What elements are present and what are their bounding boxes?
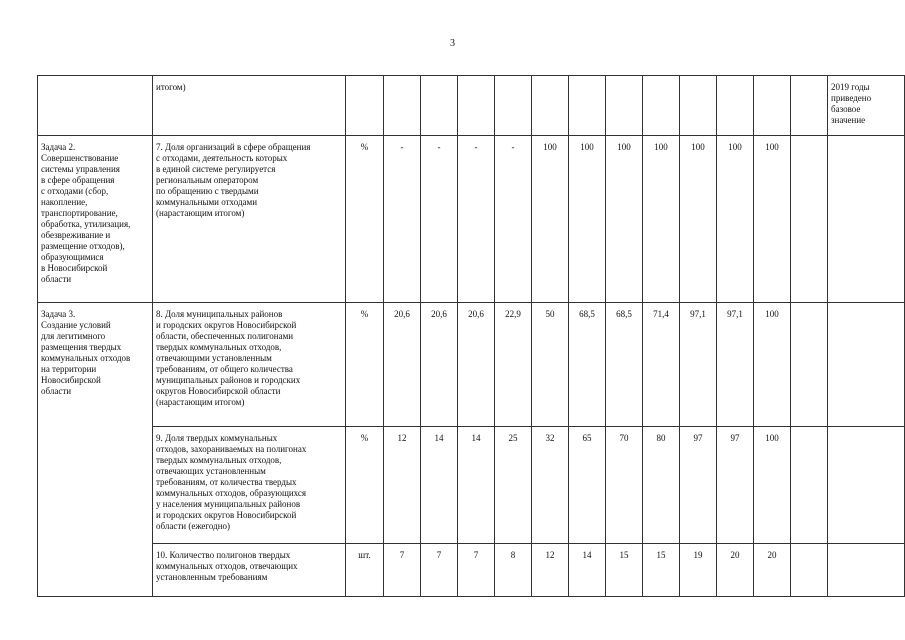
- value-cell: 97: [680, 427, 717, 544]
- value-cell: -: [495, 136, 532, 303]
- value-cell: [421, 76, 458, 136]
- value-cell: 100: [532, 136, 569, 303]
- value-cell: [569, 76, 606, 136]
- value-cell: 20,6: [384, 303, 421, 427]
- value-cell: 19: [680, 544, 717, 597]
- note-cell: [828, 303, 905, 427]
- value-cell: [791, 303, 828, 427]
- value-cell: [791, 76, 828, 136]
- value-cell: 8: [495, 544, 532, 597]
- value-cell: 15: [643, 544, 680, 597]
- value-cell: 100: [717, 136, 754, 303]
- value-cell: 20: [754, 544, 791, 597]
- note-cell: 2019 годы приведено базовое значение: [828, 76, 905, 136]
- unit-cell: %: [346, 427, 384, 544]
- indicator-cell: 10. Количество полигонов твердых коммунальных отходов, отвечающих установленным требованиям: [153, 544, 346, 597]
- value-cell: [791, 427, 828, 544]
- value-cell: 71,4: [643, 303, 680, 427]
- unit-cell: %: [346, 303, 384, 427]
- value-cell: -: [384, 136, 421, 303]
- table-row: [38, 427, 905, 544]
- indicator-cell: 8. Доля муниципальных районов и городских округов Новосибирской области, обеспеченных полигонами твердых коммунальных отходов, отвечающими установленным требованиям, от общего количества муниципальных районов и городских округов Новосибирской области (нарастающим итогом): [153, 303, 346, 427]
- task-cell: Задача 2. Совершенствование системы управления в сфере обращения с отходами (сбор, накопление, транспортирование, обработка, утилизация, обезвреживание и размещение отходов), образующимися в Новосибирской области: [38, 136, 153, 303]
- value-cell: 100: [606, 136, 643, 303]
- table-row: [38, 544, 905, 597]
- value-cell: 70: [606, 427, 643, 544]
- value-cell: 25: [495, 427, 532, 544]
- value-cell: [717, 76, 754, 136]
- value-cell: 7: [421, 544, 458, 597]
- value-cell: 20,6: [458, 303, 495, 427]
- value-cell: 14: [569, 544, 606, 597]
- value-cell: [606, 76, 643, 136]
- value-cell: 32: [532, 427, 569, 544]
- note-cell: [828, 136, 905, 303]
- value-cell: 20: [717, 544, 754, 597]
- table-row: [38, 136, 905, 303]
- value-cell: [680, 76, 717, 136]
- value-cell: [458, 76, 495, 136]
- value-cell: 100: [569, 136, 606, 303]
- value-cell: [754, 76, 791, 136]
- value-cell: 65: [569, 427, 606, 544]
- unit-cell: [346, 76, 384, 136]
- note-cell: [828, 544, 905, 597]
- value-cell: [532, 76, 569, 136]
- value-cell: 14: [421, 427, 458, 544]
- value-cell: 7: [384, 544, 421, 597]
- value-cell: 100: [754, 303, 791, 427]
- value-cell: 14: [458, 427, 495, 544]
- indicators-table: [37, 75, 905, 597]
- unit-cell: шт.: [346, 544, 384, 597]
- value-cell: 68,5: [606, 303, 643, 427]
- value-cell: 68,5: [569, 303, 606, 427]
- value-cell: 100: [680, 136, 717, 303]
- value-cell: 97,1: [717, 303, 754, 427]
- value-cell: [791, 136, 828, 303]
- value-cell: 50: [532, 303, 569, 427]
- value-cell: 80: [643, 427, 680, 544]
- value-cell: [791, 544, 828, 597]
- value-cell: 97: [717, 427, 754, 544]
- note-cell: [828, 427, 905, 544]
- table-row: [38, 76, 905, 136]
- value-cell: 100: [754, 427, 791, 544]
- value-cell: 20,6: [421, 303, 458, 427]
- indicator-cell: 7. Доля организаций в сфере обращения с отходами, деятельность которых в единой системе регулируется региональным оператором по обращению с твердыми коммунальными отходами (нарастающим итогом): [153, 136, 346, 303]
- value-cell: [643, 76, 680, 136]
- value-cell: -: [421, 136, 458, 303]
- page-number: 3: [450, 38, 455, 49]
- value-cell: 97,1: [680, 303, 717, 427]
- value-cell: [384, 76, 421, 136]
- value-cell: 22,9: [495, 303, 532, 427]
- value-cell: 100: [643, 136, 680, 303]
- value-cell: [495, 76, 532, 136]
- unit-cell: %: [346, 136, 384, 303]
- value-cell: 15: [606, 544, 643, 597]
- value-cell: 100: [754, 136, 791, 303]
- task-cell: [38, 76, 153, 136]
- indicator-cell: 9. Доля твердых коммунальных отходов, захораниваемых на полигонах твердых коммунальных отходов, отвечающих установленным требованиям, от количества твердых коммунальных отходов, образующихся у населения муниципальных районов и городских округов Новосибирской области (ежегодно): [153, 427, 346, 544]
- value-cell: 12: [384, 427, 421, 544]
- value-cell: -: [458, 136, 495, 303]
- value-cell: 12: [532, 544, 569, 597]
- indicator-cell: итогом): [153, 76, 346, 136]
- task-cell: Задача 3. Создание условий для легитимного размещения твердых коммунальных отходов на территории Новосибирской области: [38, 303, 153, 597]
- table-row: [38, 303, 905, 427]
- value-cell: 7: [458, 544, 495, 597]
